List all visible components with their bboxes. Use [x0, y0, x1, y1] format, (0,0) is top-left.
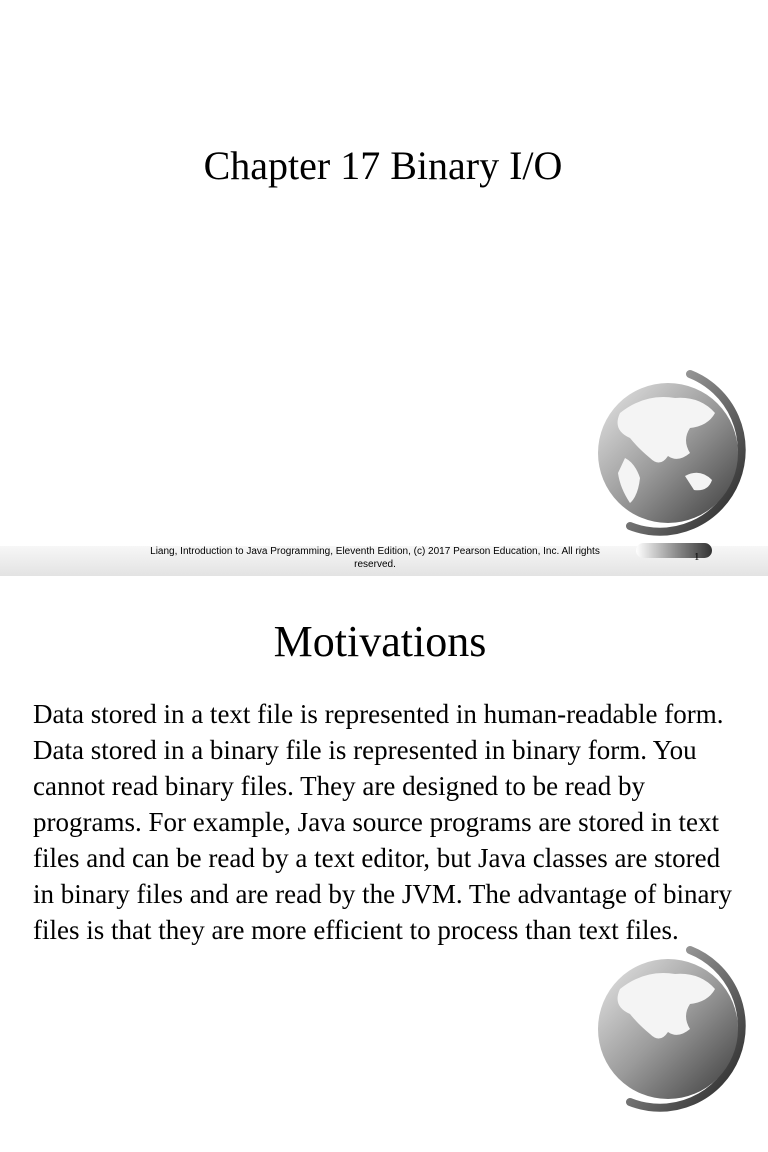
slide-2: [0, 576, 768, 1152]
slide-title: Motivations: [273, 617, 487, 666]
footer-copyright: Liang, Introduction to Java Programming, Eleventh Edition, (c) 2017 Pearson Education, Inc. All rights reserved.: [150, 546, 600, 570]
globe-icon: [590, 368, 760, 548]
slide-title: Chapter 17 Binary I/O: [203, 143, 563, 188]
footer-decoration: [636, 543, 712, 558]
page-number: 1: [694, 551, 700, 563]
globe-icon: [590, 944, 760, 1124]
slide-body-text: Data stored in a text file is represented in human-readable form. Data stored in a binary file is represented in binary form. You cannot read binary files. They are designed to be read by programs. For example, Java source programs are stored in text files and can be read by a text editor, but Java classes are stored in binary files and are read by the JVM. The advantage of binary files is that they are more efficient to process than text files.: [33, 699, 733, 945]
